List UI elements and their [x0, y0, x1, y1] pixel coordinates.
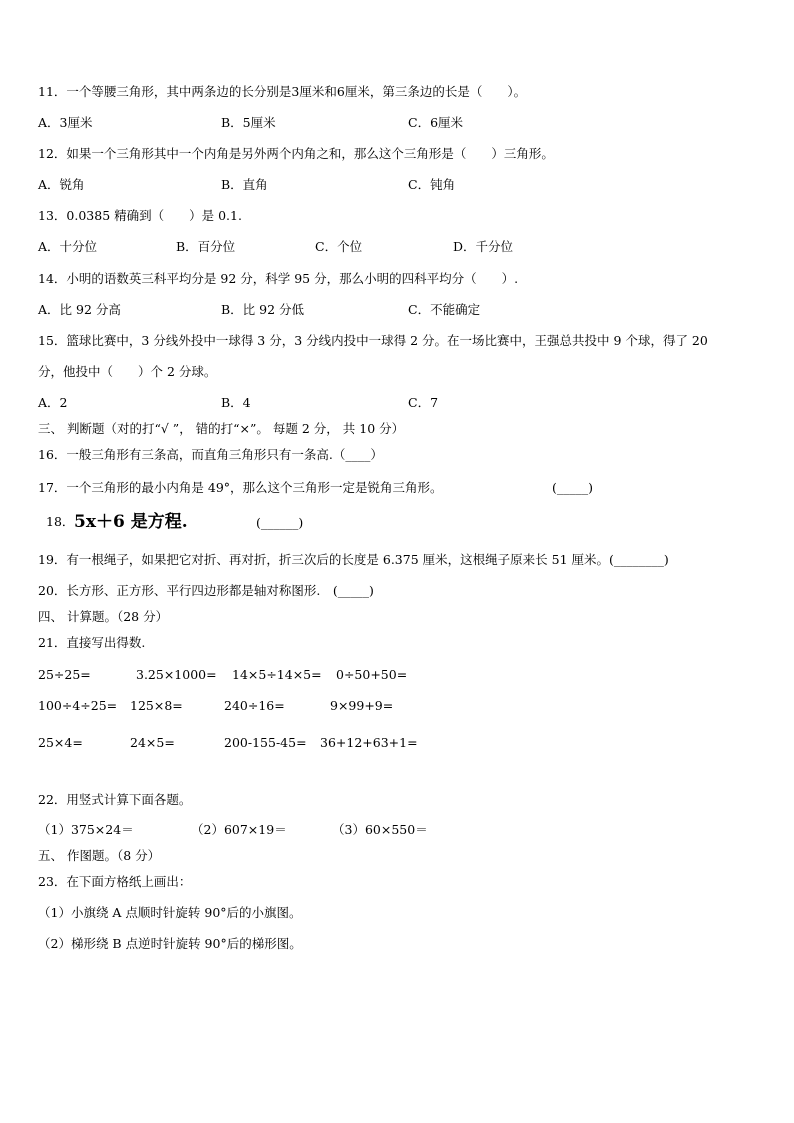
question-21-stem: 21．直接写出得数.	[38, 635, 146, 650]
q11-option-a: A．3厘米	[38, 115, 93, 130]
calc-item: 14×5÷14×5=	[232, 667, 322, 682]
question-18-blank: (______)	[256, 515, 304, 530]
question-23-sub1: （1）小旗绕 A 点顺时针旋转 90°后的小旗图。	[38, 905, 302, 920]
q15-option-b: B．4	[221, 395, 251, 410]
q11-option-b: B．5厘米	[221, 115, 276, 130]
question-23-sub2: （2）梯形绕 B 点逆时针旋转 90°后的梯形图。	[38, 936, 302, 951]
q15-option-c: C．7	[408, 395, 439, 410]
calc-item: 36+12+63+1=	[320, 735, 418, 750]
calc-item: 240÷16=	[224, 698, 285, 713]
calc-item: 100÷4÷25=	[38, 698, 118, 713]
q14-option-c: C．不能确定	[408, 302, 481, 317]
q13-option-c: C．个位	[315, 239, 363, 254]
vertical-calc-item: （2）607×19＝	[191, 822, 287, 837]
section-5-heading: 五、 作图题。（8 分）	[38, 848, 161, 863]
question-20: 20．长方形、正方形、平行四边形都是轴对称图形. (_____)	[38, 583, 374, 598]
q13-option-a: A．十分位	[38, 239, 98, 254]
q13-option-b: B．百分位	[176, 239, 236, 254]
question-23-stem: 23．在下面方格纸上画出：	[38, 874, 192, 889]
q13-option-d: D．千分位	[453, 239, 514, 254]
question-18-number: 18．	[46, 514, 75, 529]
calc-item: 3.25×1000=	[136, 667, 217, 682]
q14-option-a: A．比 92 分高	[38, 302, 121, 317]
question-13-stem: 13．0.0385 精确到（ ）是 0.1.	[38, 208, 242, 223]
calc-item: 9×99+9=	[330, 698, 394, 713]
calc-item: 125×8=	[130, 698, 183, 713]
question-16: 16．一般三角形有三条高，而直角三角形只有一条高.（____）	[38, 447, 383, 462]
question-19: 19．有一根绳子，如果把它对折、再对折，折三次后的长度是 6.375 厘米，这根绳子原来长 51 厘米。(________)	[38, 552, 669, 567]
calc-item: 24×5=	[130, 735, 175, 750]
question-15-stem-line1: 15．篮球比赛中，3 分线外投中一球得 3 分，3 分线内投中一球得 2 分。在一场比赛中，王强总共投中 9 个球，得了 20	[38, 333, 708, 348]
calc-item: 200-155-45=	[224, 735, 307, 750]
q12-option-a: A．锐角	[38, 177, 85, 192]
q14-option-b: B．比 92 分低	[221, 302, 305, 317]
section-3-heading: 三、 判断题（对的打“√ ”， 错的打“×”。 每题 2 分， 共 10 分）	[38, 421, 405, 436]
vertical-calc-item: （1）375×24＝	[38, 822, 134, 837]
question-14-stem: 14．小明的语数英三科平均分是 92 分，科学 95 分，那么小明的四科平均分（ ）.	[38, 271, 519, 286]
q15-option-a: A．2	[38, 395, 68, 410]
calc-item: 25÷25=	[38, 667, 91, 682]
q12-option-b: B．直角	[221, 177, 268, 192]
question-18-expression: 5x＋6 是方程.	[74, 512, 188, 532]
calc-item: 0÷50+50=	[336, 667, 408, 682]
question-17-blank: (_____)	[552, 480, 594, 495]
section-4-heading: 四、 计算题。（28 分）	[38, 609, 169, 624]
question-12-stem: 12．如果一个三角形其中一个内角是另外两个内角之和，那么这个三角形是（ ）三角形。	[38, 146, 554, 161]
vertical-calc-item: （3）60×550＝	[332, 822, 428, 837]
question-22-stem: 22．用竖式计算下面各题。	[38, 792, 192, 807]
q12-option-c: C．钝角	[408, 177, 456, 192]
q11-option-c: C．6厘米	[408, 115, 464, 130]
question-11-stem: 11．一个等腰三角形，其中两条边的长分别是3厘米和6厘米，第三条边的长是（ ）。	[38, 84, 527, 99]
question-15-stem-line2: 分，他投中（ ）个 2 分球。	[38, 364, 217, 379]
calc-item: 25×4=	[38, 735, 83, 750]
question-17-stem: 17．一个三角形的最小内角是 49°，那么这个三角形一定是锐角三角形。	[38, 480, 443, 495]
